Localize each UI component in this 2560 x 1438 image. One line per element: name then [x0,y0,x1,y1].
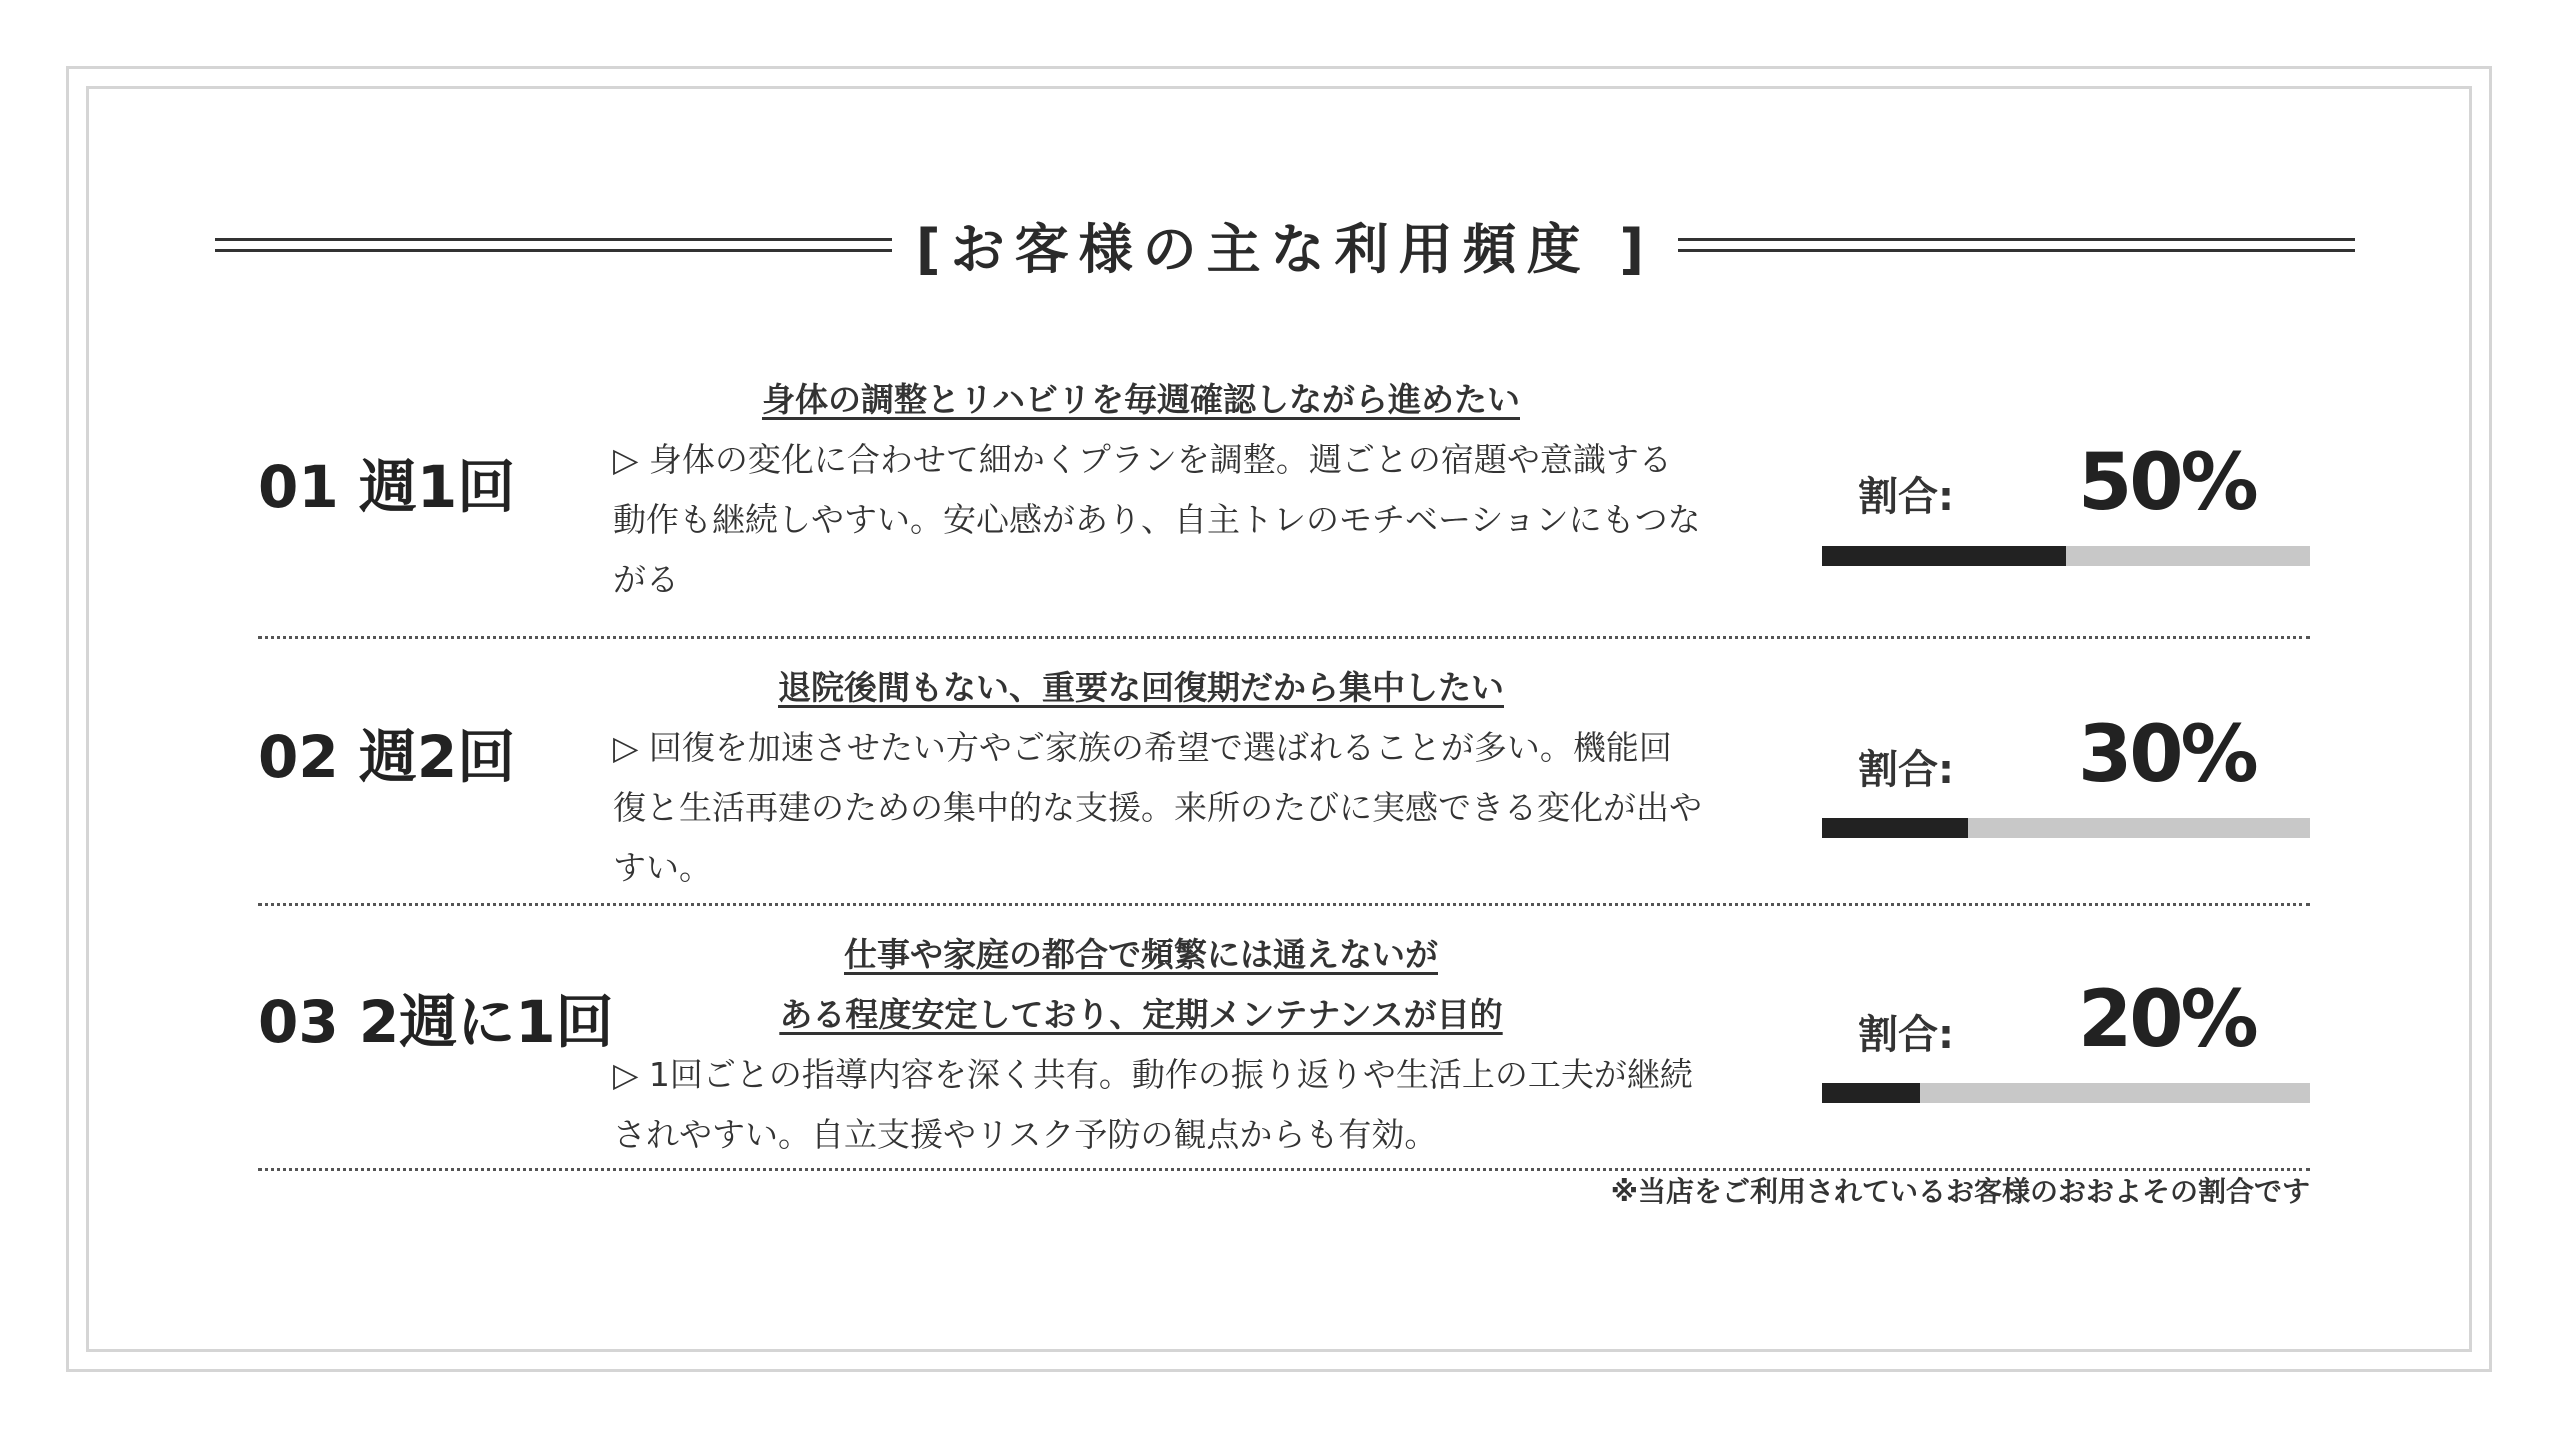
title-left-rule [215,238,892,252]
ratio-bar-track [1822,1083,2310,1103]
ratio-value: 50% [2078,438,2256,528]
title-row [215,200,2355,290]
ratio-bar-track [1822,546,2310,566]
row-heading: 身体の調整とリハビリを毎週確認しながら進めたい [761,380,1520,419]
row-heading: 仕事や家庭の都合で頻繁には通えないが ある程度安定しており、定期メンテナンスが目的 [779,935,1503,1034]
row-separator [258,903,2310,906]
ratio-bar-fill [1822,1083,1920,1103]
ratio-bar-fill [1822,818,1968,838]
frequency-row-2 [258,660,2310,900]
frequency-label: 02 週2回 [258,723,516,791]
row-description: ▷ 回復を加速させたい方やご家族の希望で選ばれることが多い。機能回復と生活再建のための集中的な支援。来所のたびに実感できる変化が出やすい。 [613,728,1702,887]
row-description: ▷ 身体の変化に合わせて細かくプランを調整。週ごとの宿題や意識する動作も継続しやすい。安心感があり、自主トレのモチベーションにもつながる [613,440,1701,599]
ratio-value: 30% [2078,710,2256,800]
ratio-value: 20% [2078,975,2256,1065]
frequency-label: 01 週1回 [258,453,516,521]
page-title: [お客様の主な利用頻度 ] [915,217,1655,281]
frequency-row-1 [258,370,2310,630]
ratio-label: 割合: [1858,1012,1954,1058]
row-heading: 退院後間もない、重要な回復期だから集中したい [778,668,1504,707]
row-description: ▷ 1回ごとの指導内容を深く共有。動作の振り返りや生活上の工夫が継続されやすい。自立支援やリスク予防の観点からも有効。 [613,1055,1693,1154]
frequency-label: 03 2週に1回 [258,988,614,1056]
ratio-label: 割合: [1858,747,1954,793]
title-right-rule [1678,238,2355,252]
frequency-row-3 [258,925,2310,1165]
footnote: ※当店をご利用されているお客様のおおよその割合です [1610,1175,2310,1208]
ratio-bar-fill [1822,546,2066,566]
ratio-bar-track [1822,818,2310,838]
row-separator [258,636,2310,639]
ratio-label: 割合: [1858,474,1954,520]
